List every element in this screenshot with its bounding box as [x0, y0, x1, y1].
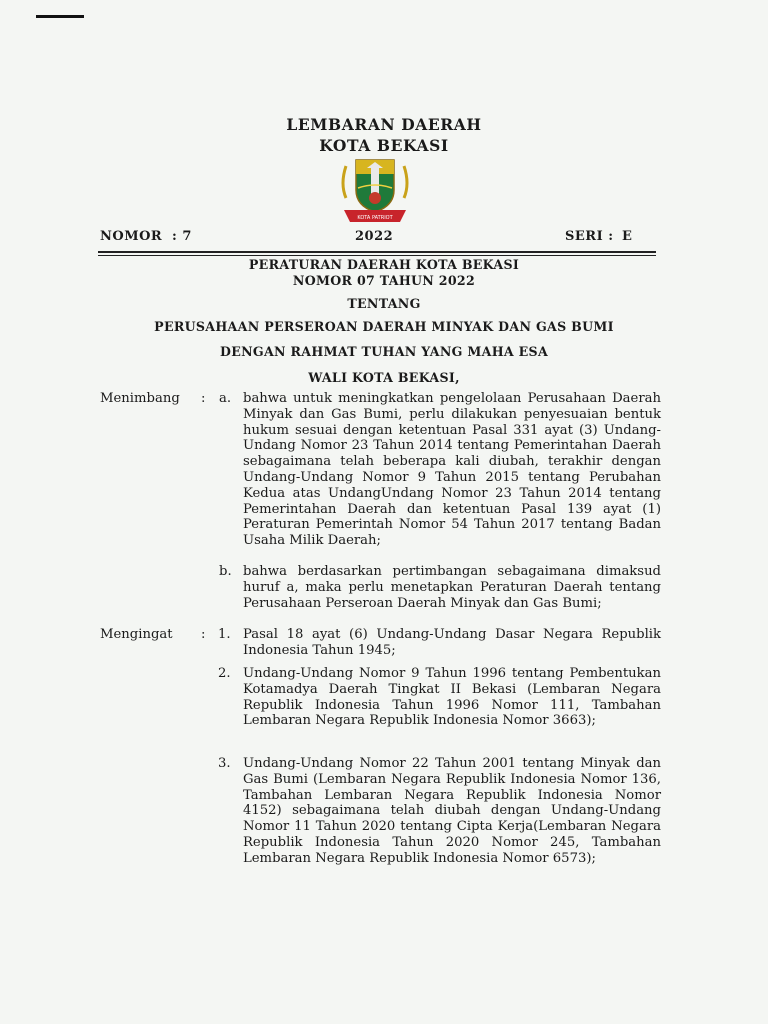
regulation-number: NOMOR 07 TAHUN 2022	[292, 273, 476, 288]
tentang-heading: TENTANG	[347, 296, 421, 311]
mengingat-marker-3: 3.	[218, 756, 231, 771]
menimbang-colon: :	[201, 391, 206, 406]
mengingat-marker-2: 2.	[218, 666, 231, 681]
authority-line: WALI KOTA BEKASI,	[308, 370, 460, 385]
invocation: DENGAN RAHMAT TUHAN YANG MAHA ESA	[219, 344, 549, 359]
corner-mark	[36, 15, 84, 18]
nomor-row	[100, 229, 640, 249]
nomor-label: NOMOR	[100, 229, 163, 244]
menimbang-item-b: bahwa berdasarkan pertimbangan sebagaimana dimaksud huruf a, maka perlu menetapkan Peraturan Daerah tentang Perusahaan Perseroan Daerah Minyak dan Gas Bumi;	[243, 564, 661, 611]
menimbang-marker-b: b.	[219, 564, 232, 579]
menimbang-item-a: bahwa untuk meningkatkan pengelolaan Perusahaan Daerah Minyak dan Gas Bumi, perlu dilakukan penyesuaian bentuk hukum sesuai dengan ketentuan Pasal 331 ayat (3) Undang-Undang Nomor 23 Tahun 2014 tentang Pemerintahan Daerah sebagaimana telah beberapa kali diubah, terakhir dengan Undang-Undang Nomor 9 Tahun 2015 tentang Perubahan Kedua atas UndangUndang Nomor 23 Tahun 2014 tentang Pemerintahan Daerah dan ketentuan Pasal 139 ayat (1) Peraturan Pemerintah Nomor 54 Tahun 2017 tentang Badan Usaha Milik Daerah;	[243, 391, 661, 549]
regulation-subject: PERUSAHAAN PERSEROAN DAERAH MINYAK DAN GAS BUMI	[154, 319, 614, 334]
seri-value: E	[622, 229, 633, 244]
mengingat-item-2: Undang-Undang Nomor 9 Tahun 1996 tentang Pembentukan Kotamadya Daerah Tingkat II Bekasi (Lembaran Negara Republik Indonesia Tahun 1996 Nomor 111, Tambahan Lembaran Negara Republik Indonesia Nomor 3663);	[243, 666, 661, 729]
mengingat-label: Mengingat	[100, 627, 173, 642]
mengingat-colon: :	[201, 627, 206, 642]
mengingat-item-1: Pasal 18 ayat (6) Undang-Undang Dasar Negara Republik Indonesia Tahun 1945;	[243, 627, 661, 658]
menimbang-label: Menimbang	[100, 391, 180, 406]
gazette-header	[0, 114, 768, 156]
nomor-value: : 7	[172, 229, 192, 244]
regulation-title: PERATURAN DAERAH KOTA BEKASI	[248, 257, 520, 272]
gazette-title: LEMBARAN DAERAH	[286, 115, 482, 134]
year-value: 2022	[355, 229, 394, 244]
header-rule-thick	[98, 251, 656, 253]
seri-label: SERI :	[565, 229, 614, 244]
emblem-ribbon-text: KOTA PATRIOT	[357, 215, 393, 221]
gazette-city: KOTA BEKASI	[319, 136, 449, 155]
city-emblem-icon	[336, 154, 414, 226]
mengingat-item-3: Undang-Undang Nomor 22 Tahun 2001 tentang Minyak dan Gas Bumi (Lembaran Negara Republik Indonesia Nomor 136, Tambahan Lembaran Negara Republik Indonesia Nomor 4152) sebagaimana telah diubah dengan Undang-Undang Nomor 11 Tahun 2020 tentang Cipta Kerja(Lembaran Negara Republik Indonesia Tahun 2020 Nomor 245, Tambahan Lembaran Negara Republik Indonesia Nomor 6573);	[243, 756, 661, 866]
menimbang-marker-a: a.	[219, 391, 232, 406]
header-rule-thin	[98, 255, 656, 256]
mengingat-marker-1: 1.	[218, 627, 231, 642]
